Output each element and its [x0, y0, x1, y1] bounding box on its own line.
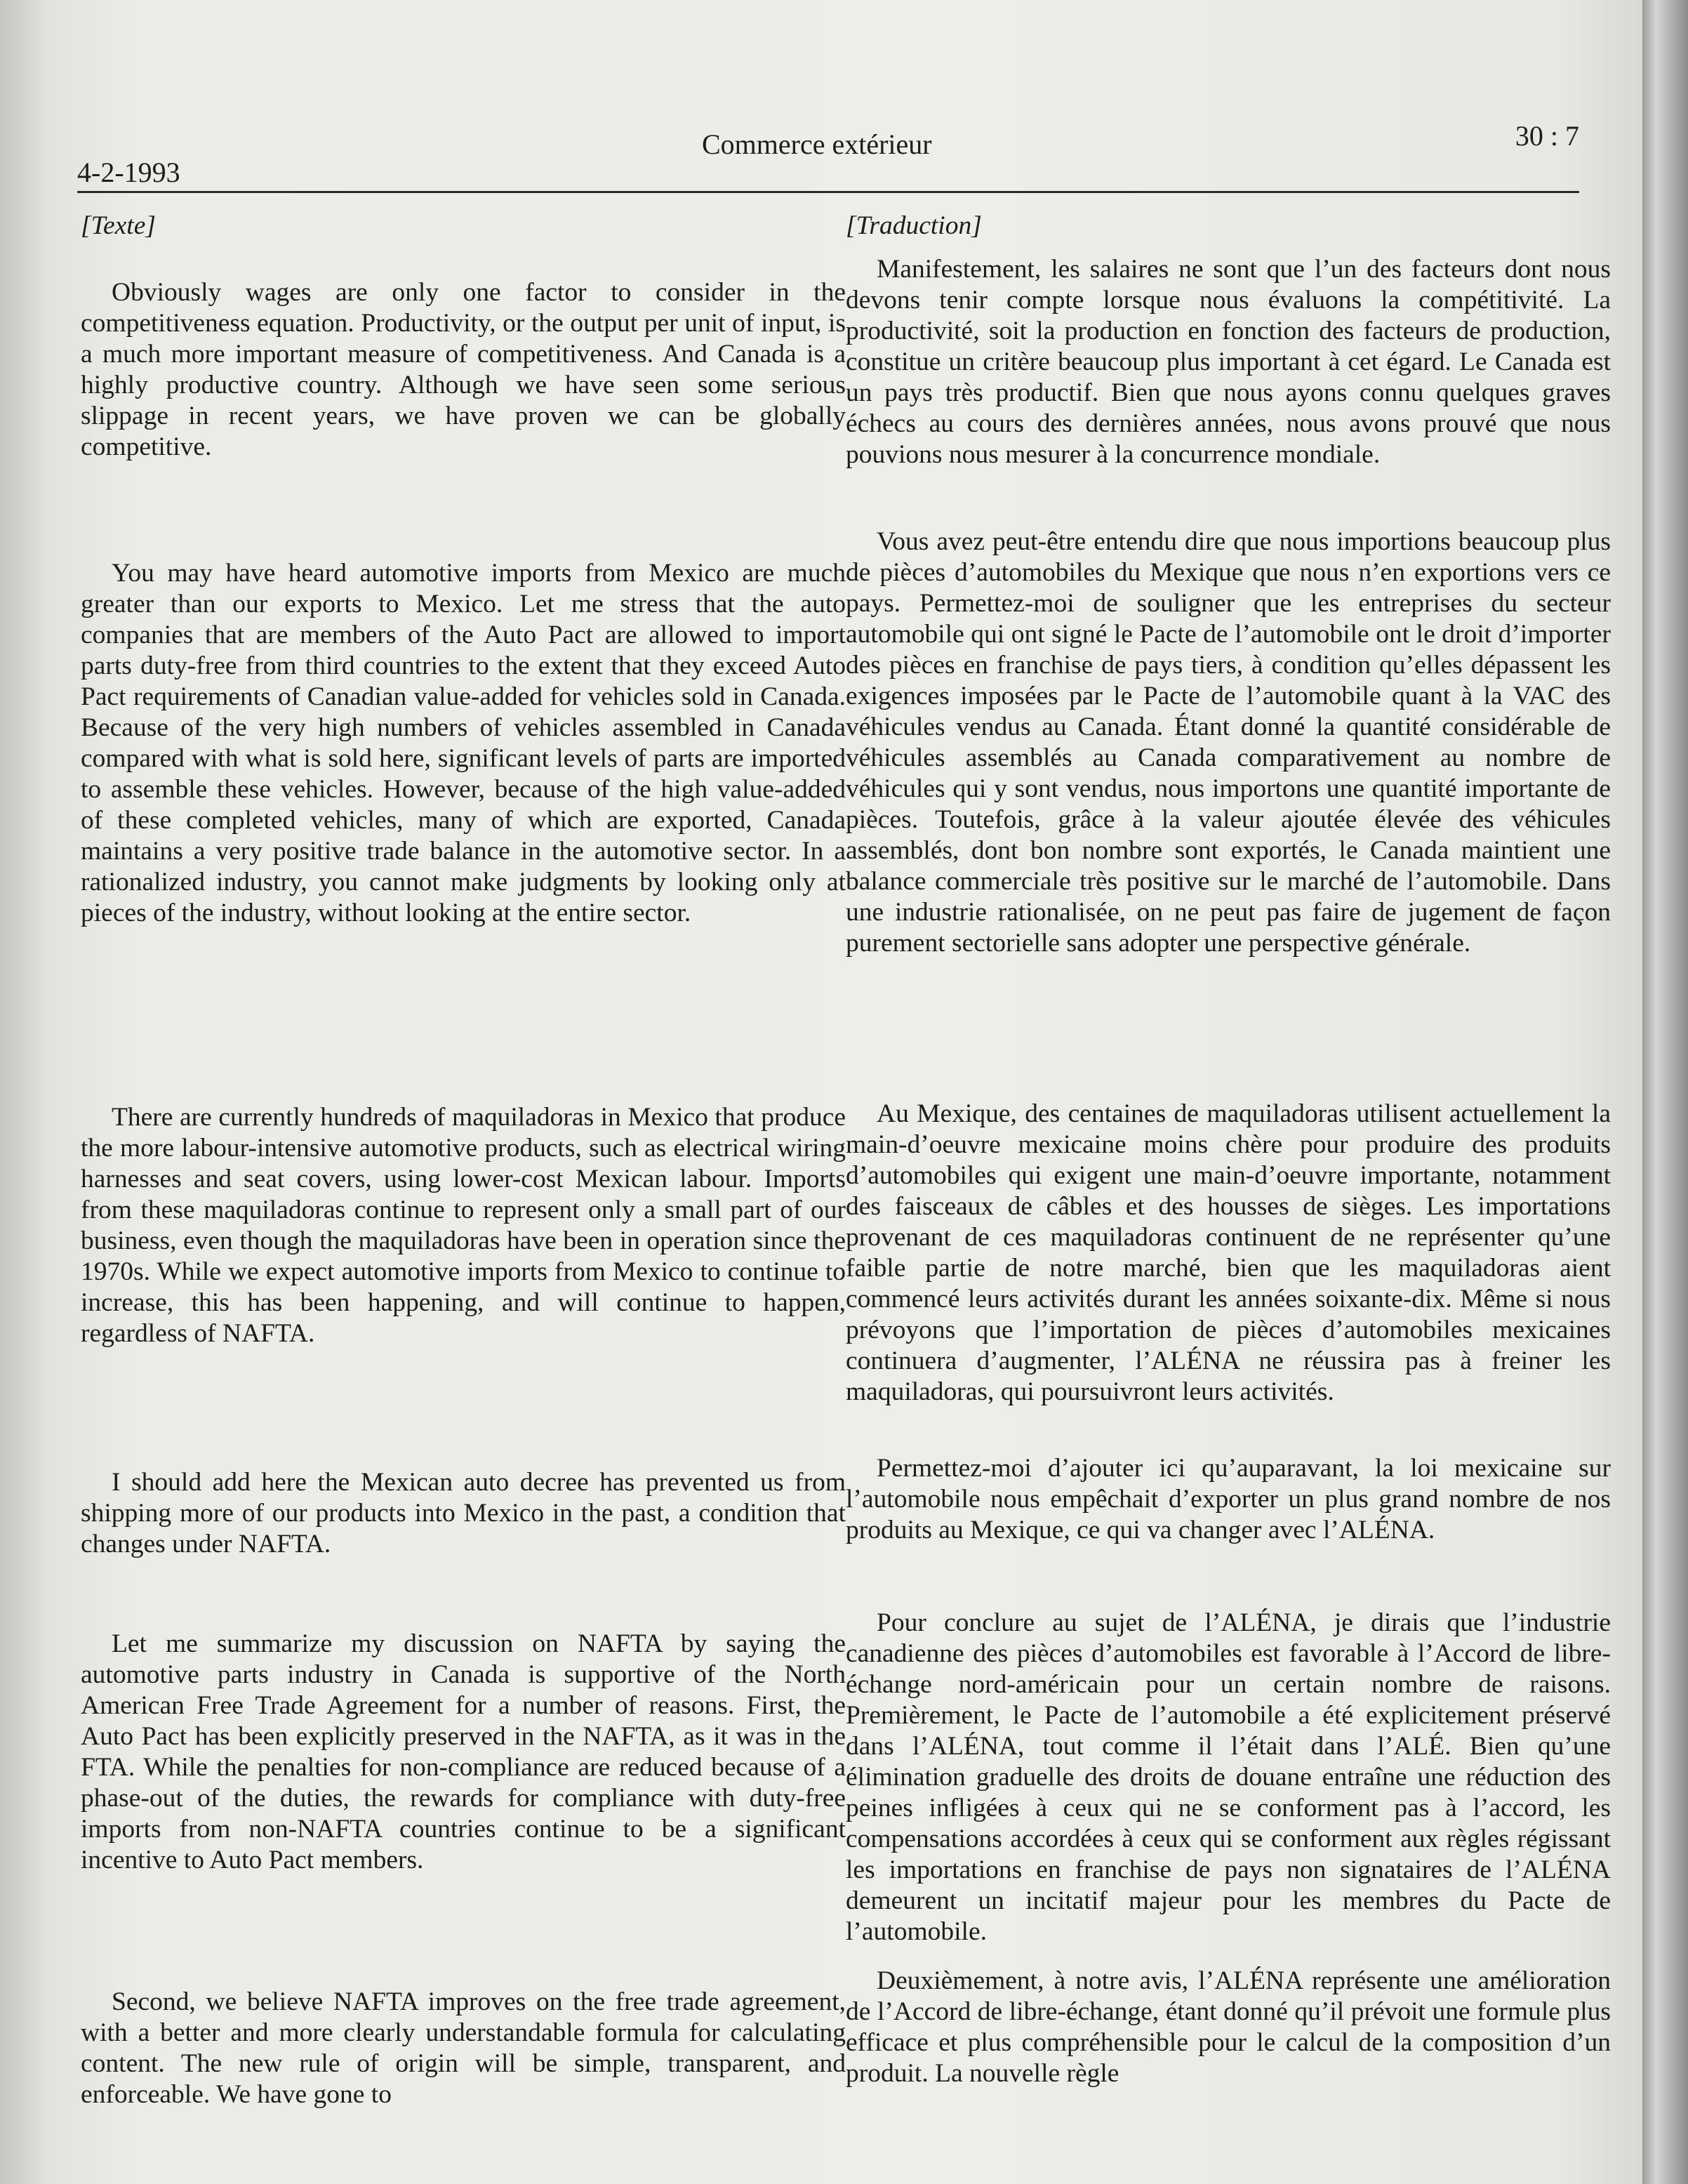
english-paragraph: Second, we believe NAFTA improves on the free trade agreement, with a better and more clearly understandable formula for calculating content. The new rule of origin will be simple, transparent, and enforceable. We have gone to — [81, 1987, 846, 2109]
english-paragraph: Let me summarize my discussion on NAFTA by saying the automotive parts industry in Canada is supportive of the North American Free Trade Agreement for a number of reasons. First, the Auto Pact has been explicitly preserved in the NAFTA, as it was in the FTA. While the penalties for non-compliance are reduced because of a phase-out of the duties, the rewards for compliance with duty-free imports from non-NAFTA countries continue to be a significant incentive to Auto Pact members. — [81, 1629, 846, 1874]
french-paragraph: Permettez-moi d’ajouter ici qu’auparavant, la loi mexicaine sur l’automobile nous empêchait d’exporter un plus grand nombre de nos produits au Mexique, ce qui va changer avec l’ALÉNA. — [846, 1454, 1611, 1544]
page-header — [77, 112, 1579, 188]
english-column — [81, 211, 846, 2109]
header-page-number: 30 : 7 — [1515, 120, 1579, 152]
english-paragraph: I should add here the Mexican auto decree has prevented us from shipping more of our products into Mexico in the past, a condition that changes under NAFTA. — [81, 1468, 846, 1558]
english-column-label: [Texte] — [81, 211, 156, 240]
english-paragraph: There are currently hundreds of maquiladoras in Mexico that produce the more labour-intensive automotive products, such as electrical wiring harnesses and seat covers, using lower-cost Mexican labour. Imports from these maquiladoras continue to represent only a small part of our business, even though the maquiladoras have been in operation since the 1970s. While we expect automotive imports from Mexico to continue to increase, this has been happening, and will continue to happen, regardless of NAFTA. — [81, 1103, 846, 1348]
french-paragraph: Vous avez peut-être entendu dire que nous importions beaucoup plus de pièces d’automobiles du Mexique que nous n’en exportions vers ce pays. Permettez-moi de souligner que les entreprises du secteur automobile qui ont signé le Pacte de l’automobile ont le droit d’importer des pièces en franchise de pays tiers, à condition qu’elles dépassent les exigences imposées par le Pacte de l’automobile quant à la VAC des véhicules vendus au Canada. Étant donné la quantité considérable de véhicules assemblés au Canada comparativement au nombre de véhicules qui y sont vendus, nous importons une quantité importante de pièces. Toutefois, grâce à la valeur ajoutée élevée des véhicules assemblés, dont bon nombre sont exportés, le Canada maintient une balance commerciale très positive sur le marché de l’automobile. Dans une industrie rationalisée, on ne peut pas faire de jugement de façon purement sectorielle sans adopter une perspective générale. — [846, 527, 1611, 958]
french-column — [846, 211, 1611, 2088]
french-paragraph: Manifestement, les salaires ne sont que l’un des facteurs dont nous devons tenir compte lorsque nous évaluons la compétitivité. La productivité, soit la production en fonction des facteurs de production, constitue un critère beaucoup plus important à cet égard. Le Canada est un pays très productif. Bien que nous ayons connu quelques graves échecs au cours des dernières années, nous avons prouvé que nous pouvions nous mesurer à la concurrence mondiale. — [846, 255, 1611, 469]
header-date: 4-2-1993 — [77, 157, 180, 188]
english-paragraph: You may have heard automotive imports from Mexico are much greater than our exports to Mexico. Let me stress that the auto companies that are members of the Auto Pact are allowed to import parts duty-free from third countries to the extent that they exceed Auto Pact requirements of Canadian value-added for vehicles sold in Canada. Because of the very high numbers of vehicles assembled in Canada compared with what is sold here, significant levels of parts are imported to assemble these vehicles. However, because of the high value-added of these completed vehicles, many of which are exported, Canada maintains a very positive trade balance in the automotive sector. In a rationalized industry, you cannot make judgments by looking only at pieces of the industry, without looking at the entire sector. — [81, 559, 846, 927]
header-title: Commerce extérieur — [702, 128, 932, 160]
header-rule — [77, 191, 1579, 193]
french-paragraph: Pour conclure au sujet de l’ALÉNA, je dirais que l’industrie canadienne des pièces d’automobiles est favorable à l’Accord de libre-échange nord-américain pour un certain nombre de raisons. Premièrement, le Pacte de l’automobile a été explicitement préservé dans l’ALÉNA, tout comme il l’était dans l’ALÉ. Bien qu’une élimination graduelle des droits de douane entraîne une réduction des peines infligées à ceux qui ne se conforment pas à l’accord, les compensations accordées à ceux qui se conforment aux règles régissant les importations en franchise de pays non signataires de l’ALÉNA demeurent un incitatif majeur pour les membres du Pacte de l’automobile. — [846, 1608, 1611, 1946]
english-paragraph: Obviously wages are only one factor to consider in the competitiveness equation. Productivity, or the output per unit of input, is a much more important measure of competitiveness. And Canada is a highly productive country. Although we have seen some serious slippage in recent years, we have proven we can be globally competitive. — [81, 278, 846, 461]
book-page-edge — [1642, 0, 1688, 2184]
french-paragraph: Deuxièmement, à notre avis, l’ALÉNA représente une amélioration de l’Accord de libre-échange, étant donné qu’il prévoit une formule plus efficace et plus compréhensible pour le calcul de la composition d’un produit. La nouvelle règle — [846, 1966, 1611, 2088]
french-paragraph: Au Mexique, des centaines de maquiladoras utilisent actuellement la main-d’oeuvre mexicaine moins chère pour produire des produits d’automobiles qui exigent une main-d’oeuvre importante, notamment des faisceaux de câbles et des housses de sièges. Les importations provenant de ces maquiladoras continuent de ne représenter qu’une faible partie de notre marché, bien que les maquiladoras aient commencé leurs activités durant les années soixante-dix. Même si nous prévoyons que l’importation de pièces d’automobiles mexicaines continuera d’augmenter, l’ALÉNA ne réussira pas à freiner les maquiladoras, qui poursuivront leurs activités. — [846, 1099, 1611, 1406]
french-column-label: [Traduction] — [846, 211, 982, 240]
